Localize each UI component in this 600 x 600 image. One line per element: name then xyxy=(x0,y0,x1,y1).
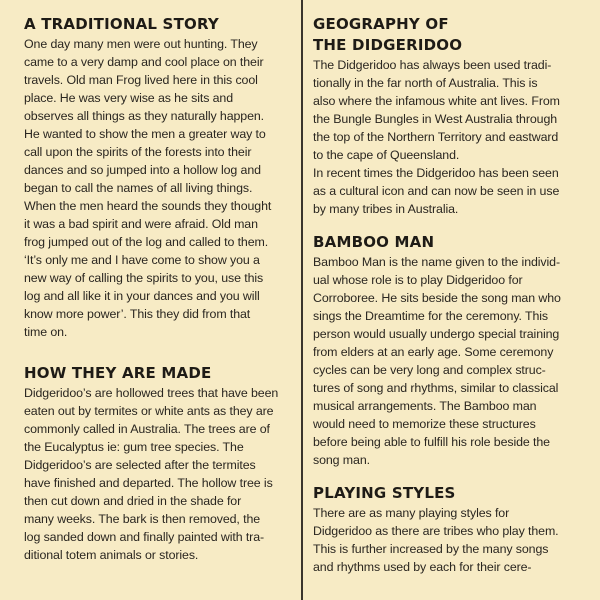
body-line: from elders at an early age. Some ceremony xyxy=(313,345,554,359)
body-line: and rhythms used by each for their cere- xyxy=(313,560,532,574)
body-line: song man. xyxy=(313,453,370,467)
body-line: frog jumped out of the log and called to them. xyxy=(24,235,269,249)
body-line: then cut down and dried in the shade for xyxy=(24,494,242,508)
body-line: it was a bad spirit and were afraid. Old man xyxy=(24,217,258,231)
section-heading-line: THE DIDGERIDOO xyxy=(313,36,463,54)
section-heading: A TRADITIONAL STORY xyxy=(24,15,219,33)
section-traditional-story xyxy=(24,14,292,341)
body-line: Didgeridoo’s are selected after the termites xyxy=(24,458,256,472)
body-line: travels. Old man Frog lived here in this cool xyxy=(24,73,258,87)
body-line: have finished and departed. The hollow tree is xyxy=(24,476,273,490)
section-geography xyxy=(313,14,583,218)
body-line: sings the Dreamtime for the ceremony. This xyxy=(313,309,548,323)
body-line: by many tribes in Australia. xyxy=(313,202,459,216)
body-line: Didgeridoo’s are hollowed trees that have been xyxy=(24,386,279,400)
body-line: observes all things as they naturally happen. xyxy=(24,109,265,123)
body-line: Bamboo Man is the name given to the individ- xyxy=(313,255,560,269)
body-line: One day many men were out hunting. They xyxy=(24,37,258,51)
section-heading: PLAYING STYLES xyxy=(313,484,456,502)
body-line: as a cultural icon and can now be seen in use xyxy=(313,184,560,198)
body-line: would need to memorize these structures xyxy=(313,417,536,431)
body-line: many weeks. The bark is then removed, the xyxy=(24,512,261,526)
body-line: ual whose role is to play Didgeridoo for xyxy=(313,273,523,287)
body-line: know more power’. This they did from that xyxy=(24,307,251,321)
section-body xyxy=(313,504,583,576)
body-line: cycles can be very long and complex struc- xyxy=(313,363,546,377)
body-line: the Eucalyptus ie: gum tree species. The xyxy=(24,440,244,454)
left-column xyxy=(24,14,292,576)
section-bamboo-man xyxy=(313,232,583,469)
body-line: the Bungle Bungles in West Australia through xyxy=(313,112,558,126)
section-heading: BAMBOO MAN xyxy=(313,233,435,251)
body-line: musical arrangements. The Bamboo man xyxy=(313,399,537,413)
section-body xyxy=(24,384,292,564)
body-line: the top of the Northern Territory and eastward xyxy=(313,130,559,144)
body-line: This is further increased by the many songs xyxy=(313,542,549,556)
section-heading xyxy=(313,14,583,56)
body-line: The Didgeridoo has always been used tradi- xyxy=(313,58,552,72)
section-heading-line: GEOGRAPHY OF xyxy=(313,15,449,33)
body-line: before being able to fulfill his role beside the xyxy=(313,435,550,449)
body-line: log and all like it in your dances and you will xyxy=(24,289,260,303)
column-divider xyxy=(301,0,303,600)
body-line: to the cape of Queensland. xyxy=(313,148,460,162)
body-line: dances and so jumped into a hollow log and xyxy=(24,163,261,177)
section-body xyxy=(313,253,583,469)
body-line: There are as many playing styles for xyxy=(313,506,510,520)
body-line: new way of calling the spirits to you, use this xyxy=(24,271,264,285)
body-line: eaten out by termites or white ants as they are xyxy=(24,404,274,418)
section-heading: HOW THEY ARE MADE xyxy=(24,364,212,382)
body-line: In recent times the Didgeridoo has been seen xyxy=(313,166,559,180)
body-line: tures of song and rhythms, similar to classical xyxy=(313,381,559,395)
body-line: place. He was very wise as he sits and xyxy=(24,91,234,105)
section-body xyxy=(24,35,292,341)
body-line: tionally in the far north of Australia. This is xyxy=(313,76,538,90)
body-line: also where the infamous white ant lives. From xyxy=(313,94,560,108)
body-line: ditional totem animals or stories. xyxy=(24,548,199,562)
right-column xyxy=(313,14,583,588)
body-line: Corroboree. He sits beside the song man who xyxy=(313,291,561,305)
body-line: call upon the spirits of the forests into their xyxy=(24,145,252,159)
section-playing-styles xyxy=(313,483,583,576)
body-line: ‘It’s only me and I have come to show you a xyxy=(24,253,260,267)
section-body xyxy=(313,56,583,218)
body-line: came to a very damp and cool place on their xyxy=(24,55,264,69)
body-line: time on. xyxy=(24,325,68,339)
body-line: Didgeridoo as there are tribes who play them. xyxy=(313,524,559,538)
body-line: person would usually undergo special training xyxy=(313,327,560,341)
body-line: commonly called in Australia. The trees are of xyxy=(24,422,270,436)
body-line: When the men heard the sounds they thought xyxy=(24,199,272,213)
body-line: log sanded down and finally painted with tra- xyxy=(24,530,265,544)
body-line: He wanted to show the men a greater way to xyxy=(24,127,266,141)
section-how-they-are-made xyxy=(24,363,292,564)
body-line: began to call the names of all living things. xyxy=(24,181,253,195)
